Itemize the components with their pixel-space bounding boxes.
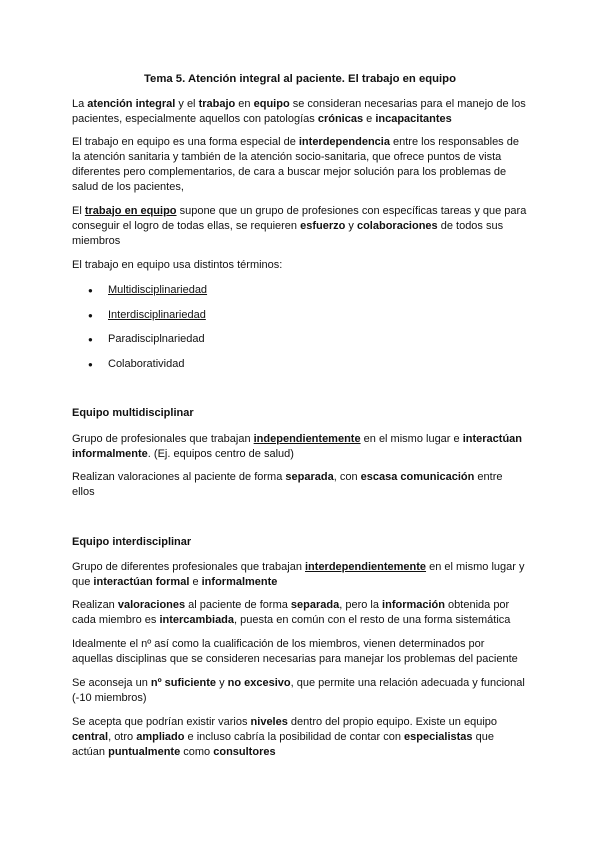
bold-term: niveles [250, 716, 288, 728]
inter-paragraph-5 [72, 715, 528, 760]
text-run: , pero la [339, 599, 383, 611]
text-run: como [180, 746, 214, 758]
bold-term: trabajo [198, 98, 236, 110]
inter-paragraph-3: Idealmente el nº así como la cualificación de los miembros, vienen determinados por aquellas disciplinas que se consideren necesarias para manejar los problemas del paciente [72, 638, 518, 665]
underlined-bold-term: independientemente [253, 433, 361, 445]
text-run: Grupo de diferentes profesionales que trabajan [72, 561, 305, 573]
list-item [72, 357, 207, 382]
bold-term: intercambiada [159, 614, 235, 626]
text-run: , otro [108, 731, 137, 743]
intro-paragraph [72, 97, 528, 127]
text-run: Se acepta que podrían existir varios [72, 716, 251, 728]
bold-term: incapacitantes [375, 113, 452, 125]
bold-term: colaboraciones [356, 220, 438, 232]
text-run: entre los responsables de la atención sanitaria y también de la atención socio-sanitaria, que ofrece puntos de vista diferentes pero complementarios, de cara a buscar mejor solución para los problemas de salud de los pacientes, [72, 136, 519, 193]
bold-term: central [72, 731, 109, 743]
list-item [72, 332, 207, 357]
bold-term: interactúan informalmente [72, 433, 522, 460]
text-run: e incluso cabría la posibilidad de contar con [184, 731, 405, 743]
bold-term: especialistas [404, 731, 473, 743]
bold-term: crónicas [317, 113, 364, 125]
bold-term: separada [290, 599, 340, 611]
bold-term: escasa comunicación [360, 471, 475, 483]
bold-term: ampliado [136, 731, 185, 743]
bold-term: no excesivo [227, 677, 291, 689]
bold-term: consultores [213, 746, 276, 758]
section-heading-multidisciplinar: Equipo multidisciplinar [72, 407, 194, 419]
text-run: en el mismo lugar e [360, 433, 463, 445]
text-run: , que permite una relación adecuada y funcional (-10 miembros) [72, 677, 525, 704]
text-run: y [345, 220, 357, 232]
multi-paragraph-1 [72, 432, 528, 462]
text-run: se consideran necesarias para el manejo de los pacientes, especialmente aquellos con patologías [72, 98, 526, 125]
interdependence-paragraph [72, 135, 528, 195]
text-run: , con [333, 471, 361, 483]
bold-term: interdependencia [298, 136, 390, 148]
text-run: en [235, 98, 254, 110]
underlined-bold-term: interdependientemente [305, 561, 427, 573]
text-run: El [72, 205, 85, 217]
underlined-bold-term: trabajo en equipo [84, 205, 177, 217]
text-run: El trabajo en equipo es una forma especial de [72, 136, 299, 148]
bold-term: interactúan formal [93, 576, 190, 588]
text-run: obtenida por cada miembro es [72, 599, 510, 626]
bold-term: puntualmente [108, 746, 181, 758]
inter-paragraph-1 [72, 560, 528, 590]
bold-term: atención integral [87, 98, 176, 110]
teamwork-paragraph [72, 204, 528, 249]
term-label: Multidisciplinariedad [108, 284, 208, 296]
text-run: , puesta en común con el resto de una forma sistemática [234, 614, 511, 626]
bold-term: informalmente [201, 576, 278, 588]
bold-term: valoraciones [117, 599, 186, 611]
text-run: al paciente de forma [185, 599, 291, 611]
text-run: Realizan valoraciones al paciente de forma [72, 471, 286, 483]
list-item [72, 308, 207, 333]
text-run: en el mismo lugar y que [72, 561, 525, 588]
section-heading-interdisciplinar: Equipo interdisciplinar [72, 536, 192, 548]
page-title: Tema 5. Atención integral al paciente. El trabajo en equipo [144, 73, 456, 85]
text-run: de todos sus miembros [72, 220, 504, 247]
bold-term: nº suficiente [150, 677, 217, 689]
terms-list [72, 283, 207, 381]
term-label: Interdisciplinariedad [108, 308, 206, 321]
list-item [72, 283, 207, 308]
text-run: e [189, 576, 202, 588]
bold-term: información [382, 599, 445, 611]
term-label: Paradisciplnariedad [108, 333, 205, 345]
bold-term: separada [285, 471, 334, 483]
terms-intro: El trabajo en equipo usa distintos términos: [72, 259, 283, 271]
text-run: La [72, 98, 88, 110]
text-run: dentro del propio equipo. Existe un equipo [287, 716, 498, 728]
text-run: y el [175, 98, 199, 110]
text-run: Se aconseja un [72, 677, 151, 689]
text-run: e [363, 113, 376, 125]
inter-paragraph-4 [72, 676, 528, 706]
inter-paragraph-2 [72, 598, 528, 628]
text-run: . (Ej. equipos centro de salud) [147, 448, 294, 460]
text-run: y [216, 677, 228, 689]
bold-term: esfuerzo [300, 220, 346, 232]
multi-paragraph-2 [72, 470, 528, 500]
bold-term: equipo [253, 98, 290, 110]
term-label: Colaboratividad [108, 357, 185, 370]
text-run: que actúan [72, 731, 494, 758]
text-run: Grupo de profesionales que trabajan [72, 433, 254, 445]
text-run: entre ellos [72, 471, 503, 498]
text-run: Realizan [72, 599, 118, 611]
text-run: supone que un grupo de profesiones con específicas tareas y que para conseguir el logro de todas ellas, se requieren [72, 205, 527, 232]
